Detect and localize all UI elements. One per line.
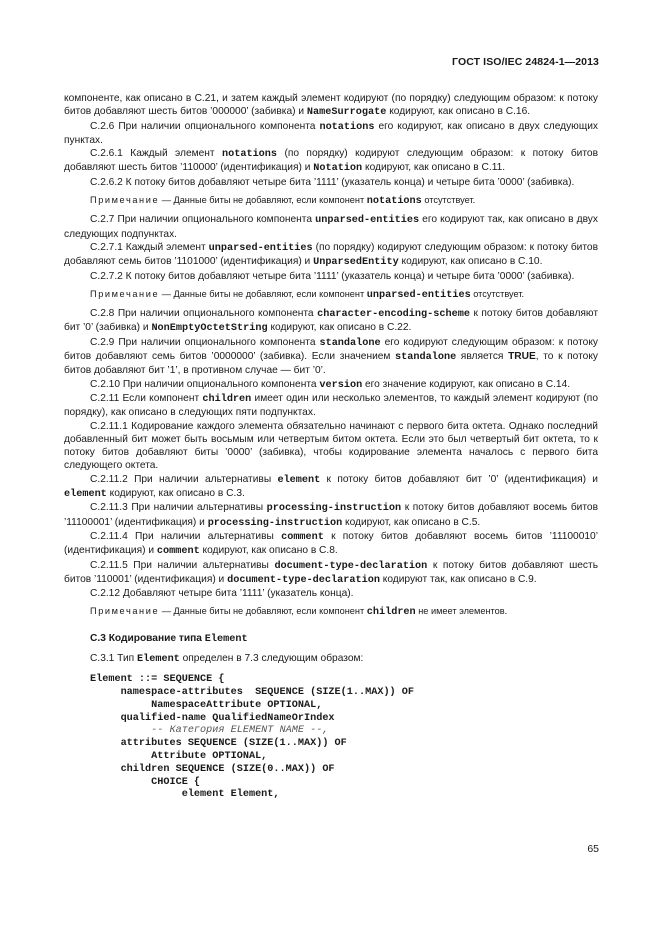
code-line: Element ::= SEQUENCE { [90,674,225,686]
paragraph-c-2-6-1: С.2.6.1 Каждый элемент notations (по порядку) кодируют следующим образом: к потоку битов добавляют шесть битов ’110000’ (идентификация) и Notation кодируют, как описано в С.11. [64,148,598,175]
code-line: children SEQUENCE (SIZE(0..MAX)) OF [90,763,335,775]
code-line: NamespaceAttribute OPTIONAL, [90,699,323,711]
paragraph-c-2-11-5: С.2.11.5 При наличии альтернативы document-type-declaration к потоку битов добавляют шесть битов ’110001’ (идентификация) и document-type-declaration кодируют так, как описано в С.9. [64,559,599,586]
paragraph-c-2-11-3: С.2.11.3 При наличии альтернативы processing-instruction к потоку битов добавляют восемь битов ’11100001’ (идентификация) и processing-instruction кодируют, как описано в С.5. [64,502,598,529]
paragraph-c-2-7-1: С.2.7.1 Каждый элемент unparsed-entities (по порядку) кодируют следующим образом: к потоку битов добавляют семь битов ’1101000’ (идентификация) и UnparsedEntity кодируют, как описано в С.10. [64,241,598,269]
paragraph: компоненте, как описано в С.21, и затем каждый элемент кодируют (по порядку) следующим образом: к потоку битов добавляют шесть битов ’000000’ (забивка) и NameSurrogate кодируют, как описано в С.16. [64,93,598,119]
paragraph-c-2-7: С.2.7 При наличии опционального компонента unparsed-entities его кодируют так, как описано в двух следующих подпунктах. [64,214,598,240]
paragraph-c-2-11-1: С.2.11.1 Кодирование каждого элемента обязательно начинают с первого бита октета. Однако последний добавленный бит может быть восьмым или четвертым битом октета. Если это был четвертый бит октета, то к потоку битов добавляют биты ’0000’ (забивка), чтобы кодирование элемента началось с первого бита следующего октета. [64,420,598,472]
code-line: qualified-name QualifiedNameOrIndex [90,712,335,724]
paragraph-c-2-6-2: С.2.6.2 К потоку битов добавляют четыре бита ’1111’ (указатель конца) и четыре бита ’0000’ (забивка). [90,176,575,188]
paragraph-c-2-7-2: С.2.7.2 К потоку битов добавляют четыре бита ’1111’ (указатель конца) и четыре бита ’0000’ (забивка). [90,270,575,282]
code-line: namespace-attributes SEQUENCE (SIZE(1..MAX)) OF [90,687,415,699]
note: Примечание — Данные биты не добавляют, если компонент notations отсутствует. [90,195,476,208]
page-number: 65 [587,843,599,855]
note: Примечание — Данные биты не добавляют, если компонент children не имеет элементов. [90,606,508,619]
paragraph-c-2-12: С.2.12 Добавляют четыре бита ’1111’ (указатель конца). [90,588,354,600]
paragraph-c-2-8: С.2.8 При наличии опционального компонента character-encoding-scheme к потоку битов добавляют бит ’0’ (забивка) и NonEmptyOctetString кодируют, как описано в С.22. [64,308,598,335]
paragraph-c-2-6: С.2.6 При наличии опционального компонента notations его кодируют, как описано в двух следующих пунктах. [64,120,598,146]
code-line: attributes SEQUENCE (SIZE(1..MAX)) OF [90,738,347,750]
paragraph-c-2-9: С.2.9 При наличии опционального компонента standalone его кодируют следующим образом: к потоку битов добавляют семь битов ’0000000’ (забивка). Если значением standalone является TRUE, то к потоку битов добавляют бит ’1’, в противном случае — бит ’0’. [64,336,598,377]
code-comment: -- Категория ELEMENT NAME --, [90,725,329,737]
note: Примечание — Данные биты не добавляют, если компонент unparsed-entities отсутствует. [90,288,525,301]
paragraph-c-2-11-2: С.2.11.2 При наличии альтернативы element к потоку битов добавляют бит ’0’ (идентификация) и element кодируют, как описано в С.3. [64,473,598,501]
document-header: ГОСТ ISO/IEC 24824-1—2013 [452,56,599,68]
section-heading: С.3 Кодирование типа Element [90,632,248,645]
asn1-code-block [90,674,598,802]
code-line: Attribute OPTIONAL, [90,751,268,763]
paragraph-c-2-11-4: С.2.11.4 При наличии альтернативы comment к потоку битов добавляют восемь битов ’11100010’ (идентификация) и comment кодируют, как описано в С.8. [64,530,598,558]
code-line: CHOICE { [90,776,201,788]
document-body [64,92,598,802]
paragraph-c-2-10: С.2.10 При наличии опционального компонента version его значение кодируют, как описано в С.14. [90,378,571,391]
paragraph-c-3-1: С.3.1 Тип Element определен в 7.3 следующим образом: [90,652,364,665]
code-line: element Element, [90,789,280,801]
paragraph-c-2-11: С.2.11 Если компонент children имеет один или несколько элементов, то каждый элемент кодируют (по порядку), как описано в следующих пяти подпунктах. [64,392,598,419]
